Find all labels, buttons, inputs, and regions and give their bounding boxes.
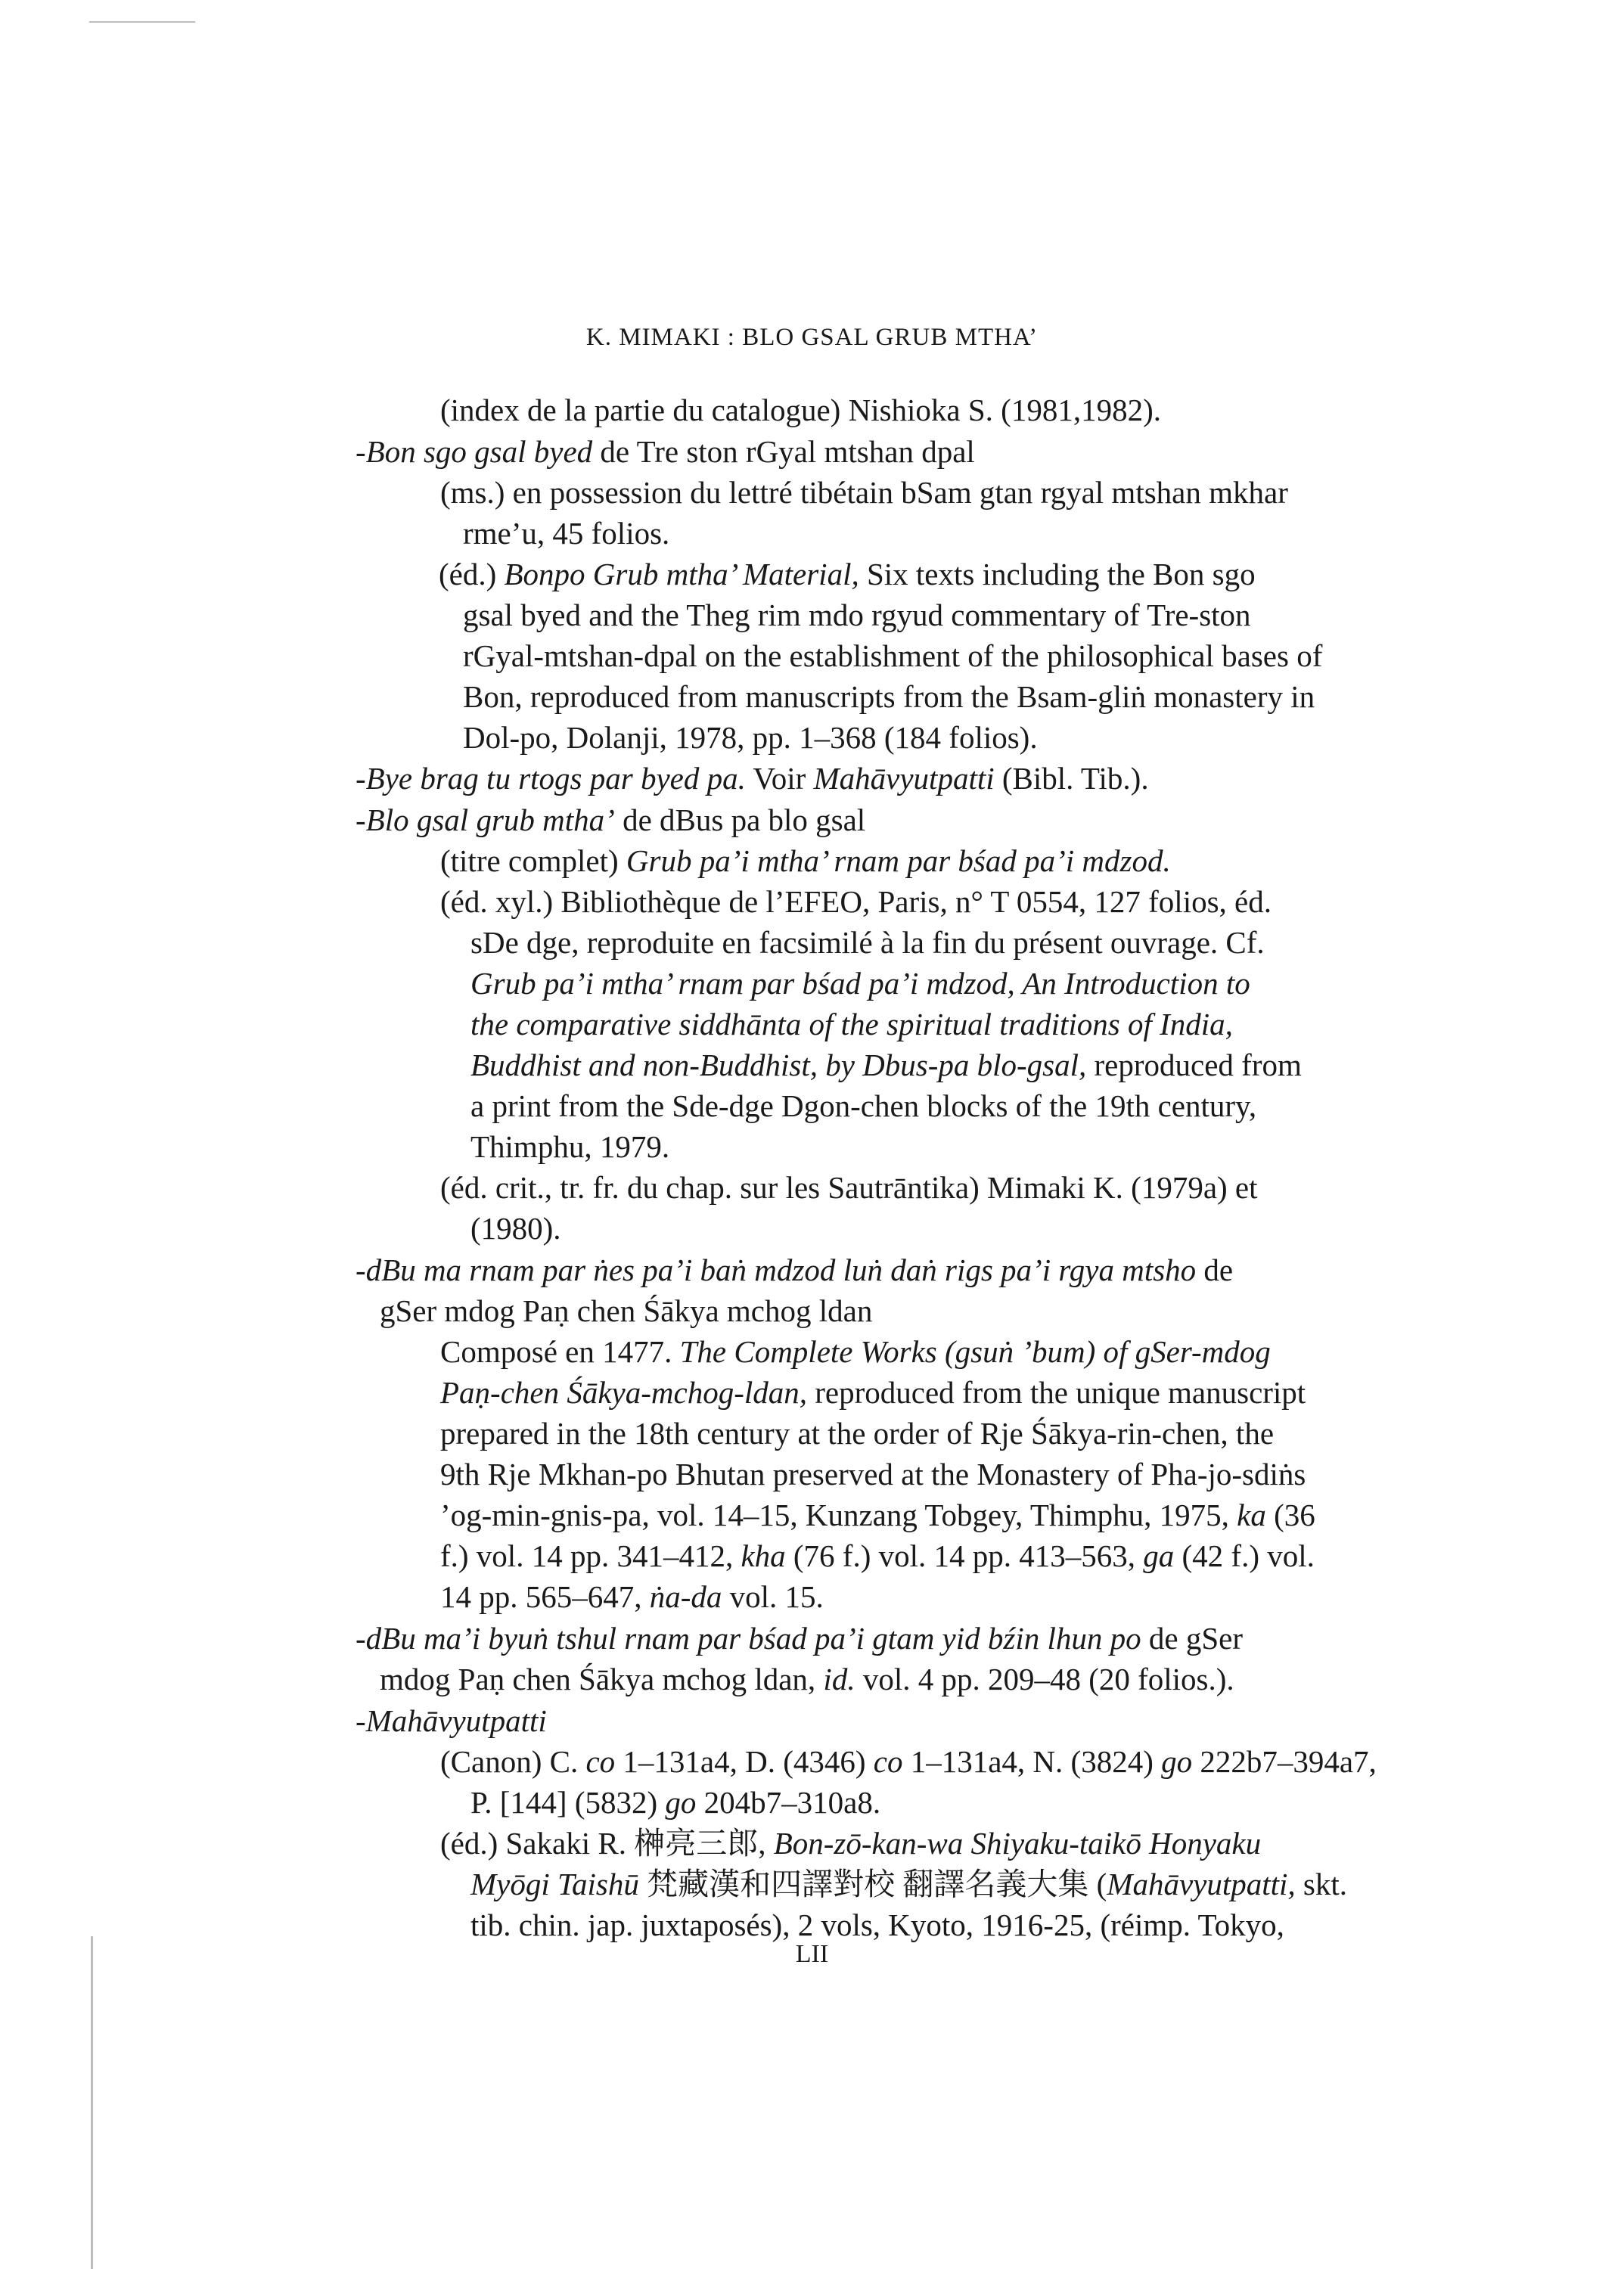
text-span: vol. 4 pp. 209–48 (20 folios.). xyxy=(855,1662,1234,1696)
italic-title-text: Grub pa’i mtha’ rnam par bśad pa’i mdzod. xyxy=(626,843,1171,878)
text-span: - xyxy=(356,1621,366,1656)
text-span: (index de la partie du catalogue) Nishioka S. (1981,1982). xyxy=(440,393,1161,427)
italic-title-text: co xyxy=(585,1744,616,1779)
text-line xyxy=(356,802,865,838)
text-span: skt. xyxy=(1295,1867,1348,1901)
italic-title-text: Myōgi Taishū xyxy=(470,1867,639,1901)
text-line xyxy=(463,515,669,551)
text-span: gsal byed and the Theg rim mdo rgyud commentary of Tre-ston xyxy=(463,598,1251,632)
italic-title-text: kha xyxy=(741,1538,786,1573)
text-span: (76 f.) vol. 14 pp. 413–563, xyxy=(785,1538,1144,1573)
italic-title-text: go xyxy=(1161,1744,1193,1779)
text-span: Voir xyxy=(745,761,814,796)
italic-title-text: dBu ma rnam par ṅes pa’i baṅ mdzod luṅ daṅ rigs pa’i rgya mtsho xyxy=(365,1253,1197,1287)
text-line xyxy=(440,843,1171,879)
italic-title-text: Bon-zō-kan-wa Shiyaku-taikō Honyaku xyxy=(773,1826,1262,1861)
text-line xyxy=(380,1661,1234,1697)
text-span: (éd. crit., tr. fr. du chap. sur les Sautrāntika) Mimaki K. (1979a) et xyxy=(440,1170,1258,1205)
text-line xyxy=(380,1293,872,1329)
text-line xyxy=(440,474,1288,511)
text-line xyxy=(356,1703,547,1739)
text-span: rGyal-mtshan-dpal on the establishment of the philosophical bases of xyxy=(463,638,1323,673)
text-span: (1980). xyxy=(470,1211,561,1246)
text-span: (42 f.) vol. xyxy=(1174,1538,1315,1573)
text-span: Bon, reproduced from manuscripts from the Bsam-gliṅ monastery in xyxy=(463,679,1315,714)
text-span: - xyxy=(356,761,366,796)
text-span: Dol-po, Dolanji, 1978, pp. 1–368 (184 folios). xyxy=(463,720,1038,755)
text-line xyxy=(463,597,1251,633)
scan-edge-mark xyxy=(89,21,195,23)
text-span: prepared in the 18th century at the order of Rje Śākya-rin-chen, the xyxy=(440,1416,1275,1451)
text-line xyxy=(440,1374,1306,1411)
text-span: 1–131a4, N. (3824) xyxy=(902,1744,1162,1779)
text-line xyxy=(470,1128,669,1165)
text-line xyxy=(356,1620,1243,1656)
text-span: (titre complet) xyxy=(440,843,626,878)
text-line xyxy=(440,392,1161,428)
text-line xyxy=(356,433,975,470)
text-span: rme’u, 45 folios. xyxy=(463,516,670,551)
text-line xyxy=(463,638,1322,674)
text-span: 1–131a4, D. (4346) xyxy=(615,1744,874,1779)
text-span: 14 pp. 565–647, xyxy=(440,1579,650,1614)
text-line xyxy=(440,1743,1377,1780)
text-line xyxy=(356,760,1149,796)
text-line xyxy=(440,1415,1274,1451)
text-span: de xyxy=(1196,1253,1234,1287)
text-span: de Tre ston rGyal mtshan dpal xyxy=(592,434,975,469)
italic-title-text: Grub pa’i mtha’ rnam par bśad pa’i mdzod, An Introduction to xyxy=(470,966,1250,1001)
scan-edge-line xyxy=(91,1936,93,2269)
text-line xyxy=(440,1578,824,1615)
italic-title-text: go xyxy=(665,1785,697,1820)
italic-title-text: Bonpo Grub mtha’ Material, xyxy=(504,557,859,591)
text-line xyxy=(470,1907,1284,1943)
text-span: - xyxy=(356,434,366,469)
text-line xyxy=(440,1169,1258,1206)
italic-title-text: id. xyxy=(823,1662,855,1696)
italic-title-text: the comparative siddhānta of the spiritual traditions of India, xyxy=(470,1007,1233,1041)
italic-title-text: Mahāvyutpatti xyxy=(365,1703,547,1738)
text-span: tib. chin. jap. juxtaposés), 2 vols, Kyoto, 1916-25, (réimp. Tokyo, xyxy=(470,1908,1284,1942)
text-span: (ms.) en possession du lettré tibétain bSam gtan rgyal mtshan mkhar xyxy=(440,475,1288,510)
text-span: Six texts including the Bon sgo xyxy=(859,557,1256,591)
text-line xyxy=(463,678,1315,715)
text-span: Composé en 1477. xyxy=(440,1334,680,1369)
italic-title-text: ṅa-da xyxy=(649,1579,722,1614)
italic-title-text: co xyxy=(873,1744,903,1779)
text-span: f.) vol. 14 pp. 341–412, xyxy=(440,1538,741,1573)
text-line xyxy=(470,924,1265,961)
text-span: (éd.) xyxy=(439,557,505,591)
text-span: ’og-min-gnis-pa, vol. 14–15, Kunzang Tobgey, Thimphu, 1975, xyxy=(440,1498,1237,1532)
text-line xyxy=(470,1210,561,1246)
text-span: a print from the Sde-dge Dgon-chen blocks of the 19th century, xyxy=(470,1088,1257,1123)
text-line xyxy=(470,1866,1347,1902)
text-span: de dBus pa blo gsal xyxy=(614,802,866,837)
text-span: 梵藏漢和四譯對校 翻譯名義大集 ( xyxy=(638,1867,1107,1901)
text-span: - xyxy=(356,1253,366,1287)
text-line xyxy=(440,1456,1306,1492)
text-line xyxy=(470,965,1250,1001)
text-span: reproduced from xyxy=(1086,1048,1302,1082)
text-span: gSer mdog Paṇ chen Śākya mchog ldan xyxy=(380,1293,873,1328)
italic-title-text: ga xyxy=(1143,1538,1175,1573)
text-line xyxy=(440,1825,1261,1861)
italic-title-text: Bon sgo gsal byed xyxy=(365,434,593,469)
text-span: vol. 15. xyxy=(722,1579,824,1614)
italic-title-text: Buddhist and non-Buddhist, by Dbus-pa blo-gsal, xyxy=(470,1048,1087,1082)
italic-title-text: ka xyxy=(1237,1498,1266,1532)
text-span: 204b7–310a8. xyxy=(696,1785,881,1820)
page-number: LII xyxy=(795,1940,829,1968)
italic-title-text: Paṇ-chen Śākya-mchog-ldan, xyxy=(440,1375,807,1410)
text-line xyxy=(440,883,1272,920)
text-span: mdog Paṇ chen Śākya mchog ldan, xyxy=(380,1662,824,1696)
text-span: - xyxy=(356,1703,366,1738)
text-span: sDe dge, reproduite en facsimilé à la fin du présent ouvrage. Cf. xyxy=(470,925,1265,960)
text-line xyxy=(470,1088,1256,1124)
text-line xyxy=(463,719,1038,756)
text-span: reproduced from the unique manuscript xyxy=(807,1375,1306,1410)
text-line xyxy=(470,1047,1302,1083)
italic-title-text: Mahāvyutpatti, xyxy=(1107,1867,1296,1901)
text-line xyxy=(356,1252,1233,1288)
text-span: (Bibl. Tib.). xyxy=(994,761,1149,796)
text-span: de gSer xyxy=(1141,1621,1243,1656)
text-span: P. [144] (5832) xyxy=(470,1785,666,1820)
italic-title-text: The Complete Works (gsuṅ ’bum) of gSer-mdog xyxy=(679,1334,1271,1369)
text-span: (éd.) Sakaki R. 榊亮三郎, xyxy=(440,1826,774,1861)
running-header: K. MIMAKI : BLO GSAL GRUB MTHA’ xyxy=(585,324,1039,351)
text-span: (éd. xyl.) Bibliothèque de l’EFEO, Paris, n° T 0554, 127 folios, éd. xyxy=(440,884,1272,919)
italic-title-text: Bye brag tu rtogs par byed pa. xyxy=(365,761,746,796)
text-span: Thimphu, 1979. xyxy=(470,1129,670,1164)
italic-title-text: dBu ma’i byuṅ tshul rnam par bśad pa’i gtam yid bźin lhun po xyxy=(365,1621,1141,1656)
text-line xyxy=(470,1784,880,1821)
italic-title-text: Mahāvyutpatti xyxy=(813,761,995,796)
text-span: - xyxy=(356,802,366,837)
text-span: 222b7–394a7, xyxy=(1192,1744,1377,1779)
text-line xyxy=(440,1497,1315,1533)
italic-title-text: Blo gsal grub mtha’ xyxy=(365,802,615,837)
text-span: (Canon) C. xyxy=(440,1744,586,1779)
text-span: 9th Rje Mkhan-po Bhutan preserved at the Monastery of Pha-jo-sdiṅs xyxy=(440,1457,1306,1492)
text-line xyxy=(440,1538,1315,1574)
text-line xyxy=(470,1006,1233,1042)
text-span: (36 xyxy=(1265,1498,1315,1532)
text-line xyxy=(439,556,1256,592)
text-line xyxy=(440,1333,1271,1370)
